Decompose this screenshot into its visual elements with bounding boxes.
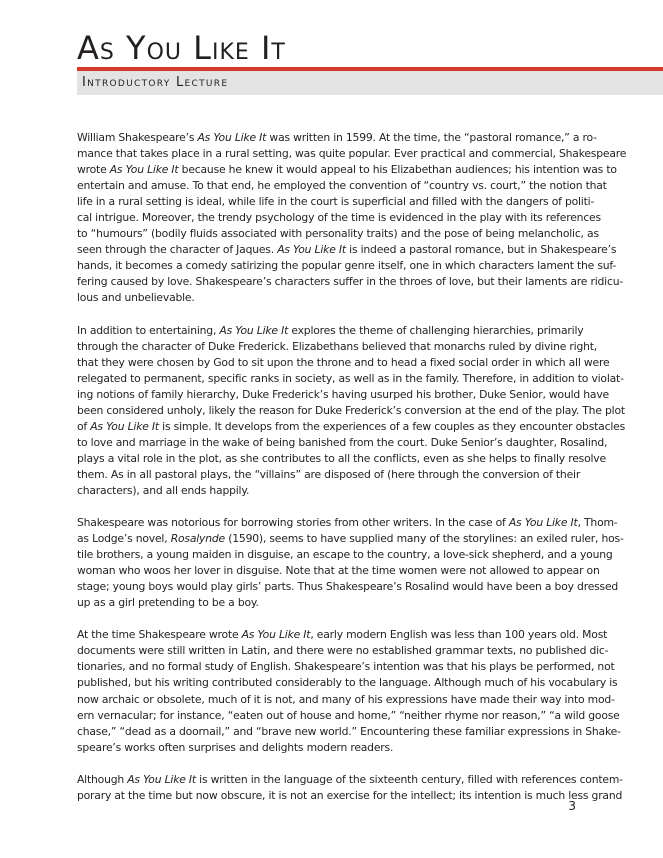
text-segment: life in a rural setting is ideal, while life in the court is superficial and filled with the dangers of politi- [77,195,595,209]
text-segment: them. As in all pastoral plays, the “villains” are disposed of (here through the conversion of their [77,467,581,481]
text-line [77,563,622,579]
text-segment: published, but his writing contributed considerably to the language. Although much of his vocabulary is [77,676,618,690]
paragraph [77,627,622,755]
text-segment: porary at the time but now obscure, it is not an exercise for the intellect; its intention is much less grand [77,788,623,802]
text-segment: tionaries, and no formal study of English. Shakespeare’s intention was that his plays be performed, not [77,660,615,674]
paragraph [77,515,622,611]
italic-title-text: As You Like It [277,243,346,257]
text-line [77,178,622,194]
text-segment: , Thom- [577,516,618,530]
text-segment: In addition to entertaining, [77,323,220,337]
text-line [77,692,622,708]
text-segment: explores the theme of challenging hierarchies, primarily [288,323,584,337]
text-line [77,242,622,258]
text-segment: ing notions of family hierarchy, Duke Frederick’s having usurped his brother, Duke Senior, would have [77,387,609,401]
italic-title-text: As You Like It [90,419,159,433]
italic-title-text: As You Like It [197,131,267,144]
text-segment: that they were chosen by God to sit upon the throne and to head a fixed social order in which all were [77,355,610,369]
text-line [77,772,622,788]
paragraph [77,130,627,307]
paragraph [77,323,625,500]
text-segment: mance that takes place in a rural setting, was quite popular. Ever practical and commercial, Shakespeare [77,147,627,161]
text-line [77,708,622,724]
text-line [77,355,622,371]
section-subtitle: Introductory Lecture [82,75,229,90]
italic-title-text: As You Like It [219,323,289,337]
text-segment: now archaic or obsolete, much of it is not, and many of his expressions have made their way into mod- [77,692,615,706]
text-segment: , early modern English was less than 100 years old. Most [310,628,608,642]
text-segment: entertain and amuse. To that end, he employed the convention of “country vs. court,” the notion that [77,179,607,193]
text-segment: Although [77,772,128,786]
text-segment: woman who woos her lover in disguise. Note that at the time women were not allowed to appear on [77,564,600,578]
text-line [77,515,622,531]
text-line [77,226,622,242]
italic-title-text: As You Like It [241,628,311,642]
text-segment: speare’s works often surprises and delights modern readers. [77,740,394,754]
text-segment: because he knew it would appeal to his Elizabethan audiences; his intention was to [178,163,617,177]
text-segment: as Lodge’s novel, [77,532,171,546]
page-number: 3 [568,799,576,813]
italic-title-text: Rosalynde [170,532,225,546]
text-segment: hands, it becomes a comedy satirizing the popular genre itself, one in which characters lament the suf- [77,259,617,273]
text-line [77,339,622,355]
text-segment: through the character of Duke Frederick. Elizabethans believed that monarchs ruled by divine right, [77,339,598,353]
text-segment: plays a vital role in the plot, as she contributes to all the conflicts, even as she helps to finally resolve [77,451,606,465]
text-line [77,435,622,451]
text-segment: cal intrigue. Moreover, the trendy psychology of the time is evidenced in the play with its references [77,211,601,225]
text-line [77,162,622,178]
text-line [77,387,622,403]
text-line [77,371,622,387]
text-segment: to love and marriage in the wake of being banished from the court. Duke Senior’s daughter, Rosalind, [77,435,608,449]
text-line [77,483,622,499]
text-line [77,627,622,643]
text-segment: At the time Shakespeare wrote [77,628,242,642]
text-segment: was written in 1599. At the time, the “pastoral romance,” a ro- [266,131,597,144]
text-segment: (1590), seems to have supplied many of the storylines: an exiled ruler, hos- [224,532,624,546]
text-line [77,531,622,547]
text-segment: seen through the character of Jaques. [77,243,278,257]
text-segment: relegated to permanent, specific ranks in society, as well as in the family. Therefore, in addition to violat- [77,371,624,385]
text-line [77,595,622,611]
text-line [77,403,625,419]
text-line [77,788,622,804]
text-segment: characters), and all ends happily. [77,483,250,497]
text-segment: ern vernacular; for instance, “eaten out of house and home,” “neither rhyme nor reason,” “a wild goose [77,708,620,722]
text-line [77,258,622,274]
text-segment: chase,” “dead as a doornail,” and “brave new world.” Encountering these familiar expressions in Shake- [77,724,621,738]
text-line [77,130,622,146]
text-line [77,210,622,226]
text-segment: been considered unholy, likely the reason for Duke Frederick’s conversion at the end of the play. The plot [77,403,625,417]
lecture-body [77,130,627,804]
text-line [77,643,622,659]
text-line [77,740,622,756]
text-segment: up as a girl pretending to be a boy. [77,596,259,610]
text-line [77,451,622,467]
text-segment: fering caused by love. Shakespeare’s characters suffer in the throes of love, but their laments are ridicu- [77,275,624,289]
text-segment: is indeed a pastoral romance, but in Shakespeare’s [345,243,617,257]
text-segment: Shakespeare was notorious for borrowing stories from other writers. In the case of [77,516,509,530]
italic-title-text: As You Like It [127,772,196,786]
italic-title-text: As You Like It [508,516,578,530]
text-line [77,675,622,691]
paragraph [77,772,622,804]
text-segment: of [77,419,91,433]
page-title: As You Like It [77,29,286,67]
text-segment: is written in the language of the sixteenth century, filled with references contem- [195,772,623,786]
text-line [77,274,622,290]
text-segment: William Shakespeare’s [77,131,198,144]
text-line [77,194,622,210]
text-line [77,290,622,306]
text-line [77,419,625,435]
text-segment: stage; young boys would play girls’ parts. Thus Shakespeare’s Rosalind would have been a boy dressed [77,580,619,594]
text-line [77,659,622,675]
text-line [77,724,622,740]
text-segment: wrote [77,163,110,177]
text-line [77,467,622,483]
text-segment: to “humours” (bodily fluids associated with personality traits) and the pose of being melancholic, as [77,227,599,241]
text-line [77,579,622,595]
text-segment: lous and unbelievable. [77,291,195,305]
text-segment: tile brothers, a young maiden in disguise, an escape to the country, a love-sick shepherd, and a young [77,548,613,562]
italic-title-text: As You Like It [109,163,179,177]
text-segment: is simple. It develops from the experiences of a few couples as they encounter obstacles [158,419,625,433]
text-line [77,323,622,339]
text-line [77,547,622,563]
text-line [77,146,627,162]
subtitle-band [77,71,663,95]
text-segment: documents were still written in Latin, and there were no established grammar texts, no published dic- [77,644,609,658]
